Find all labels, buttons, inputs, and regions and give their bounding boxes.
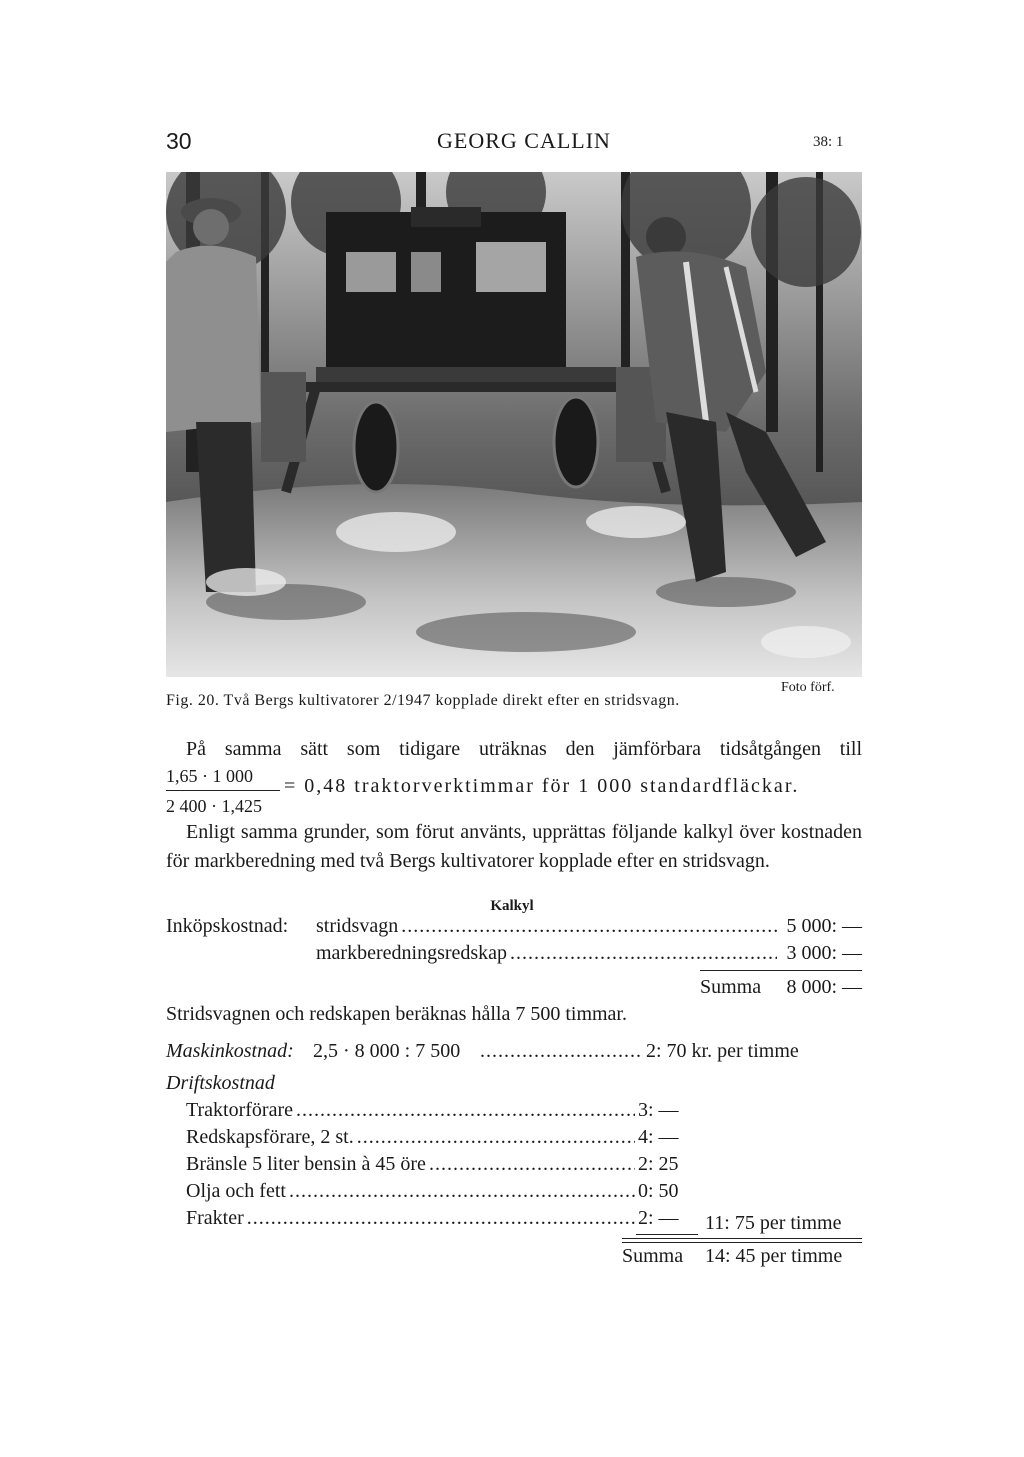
drift-row-bransle <box>186 1153 698 1176</box>
leader-dots <box>429 1153 635 1176</box>
page-number: 30 <box>166 128 192 154</box>
drift-item-value: 3: — <box>638 1099 679 1121</box>
drift-item-value: 2: 25 <box>638 1153 679 1175</box>
running-title: GEORG CALLIN <box>437 128 611 153</box>
fraction-denominator: 2 400 · 1,425 <box>166 796 262 816</box>
inkop-item-value: 3 000: — <box>786 942 862 964</box>
summa1-rule <box>700 970 862 971</box>
drift-item-value: 0: 50 <box>638 1180 679 1202</box>
summa1-label: Summa <box>700 976 762 998</box>
drift-item-value: 2: — <box>638 1207 679 1229</box>
inkop-row-redskap <box>316 942 862 965</box>
fraction-numerator: 1,65 · 1 000 <box>166 766 253 786</box>
maskin-formula: 2,5 · 8 000 : 7 500 <box>313 1040 461 1062</box>
figure-photograph <box>166 172 862 677</box>
drift-item-label: Frakter <box>186 1207 244 1229</box>
leader-dots <box>296 1099 635 1122</box>
drift-row-olja <box>186 1180 698 1203</box>
drift-subtotal: 11: 75 per timme <box>705 1212 842 1234</box>
inkop-label: Inköpskostnad: <box>166 915 289 937</box>
photo-credit: Foto förf. <box>781 680 835 695</box>
drift-row-redskapsforare <box>186 1126 698 1149</box>
kalkyl-heading: Kalkyl <box>490 898 534 914</box>
issue-number: 38: 1 <box>813 134 844 150</box>
inkop-item-value: 5 000: — <box>786 915 862 937</box>
drift-row-traktorforare <box>186 1099 698 1122</box>
drift-item-label: Olja och fett <box>186 1180 286 1202</box>
leader-dots <box>401 915 777 938</box>
drift-item-label: Redskapsförare, 2 st. <box>186 1126 354 1148</box>
summa2-rule-bottom <box>622 1242 862 1243</box>
fraction-bar <box>166 790 280 791</box>
drift-rule <box>636 1234 698 1235</box>
hallbarhet-text: Stridsvagnen och redskapen beräknas hålla 7 500 timmar. <box>166 1003 627 1025</box>
drift-item-value: 4: — <box>638 1126 679 1148</box>
maskin-leader <box>480 1040 640 1063</box>
inkop-item-label: markberedningsredskap <box>316 942 508 964</box>
photo-illustration <box>166 172 862 677</box>
maskin-label: Maskinkostnad: <box>166 1040 294 1062</box>
leader-dots <box>247 1207 635 1230</box>
inkop-item-label: stridsvagn <box>316 915 399 937</box>
leader-dots <box>510 942 777 965</box>
summa1-value: 8 000: — <box>786 976 862 998</box>
summa2-label: Summa <box>622 1245 684 1267</box>
maskin-value: 2: 70 kr. per timme <box>646 1040 799 1062</box>
summa2-value: 14: 45 per timme <box>705 1245 843 1267</box>
summa2-rule-top <box>622 1238 862 1239</box>
leader-dots <box>289 1180 635 1203</box>
drift-item-label: Bränsle 5 liter bensin à 45 öre <box>186 1153 426 1175</box>
leader-dots <box>480 1040 640 1063</box>
paragraph-intro: På samma sätt som tidigare uträknas den jämförbara tidsåtgången till <box>186 738 862 760</box>
paragraph-kalkyl-text: Enligt samma grunder, som förut använts, upprättas följande kalkyl över kostnaden för markberedning med två Bergs kultivatorer kopplade efter en stridsvagn. <box>166 821 862 872</box>
drift-row-frakter <box>186 1207 698 1230</box>
drift-label: Driftskostnad <box>166 1072 275 1094</box>
figure-caption: Fig. 20. Två Bergs kultivatorer 2/1947 kopplade direkt efter en stridsvagn. <box>166 692 680 709</box>
drift-item-label: Traktorförare <box>186 1099 294 1121</box>
paragraph-kalkyl-intro <box>166 818 862 876</box>
inkop-row-stridsvagn <box>316 915 862 938</box>
fraction-result: = 0,48 traktorverktimmar för 1 000 standardfläckar. <box>284 775 800 797</box>
leader-dots <box>357 1126 635 1149</box>
